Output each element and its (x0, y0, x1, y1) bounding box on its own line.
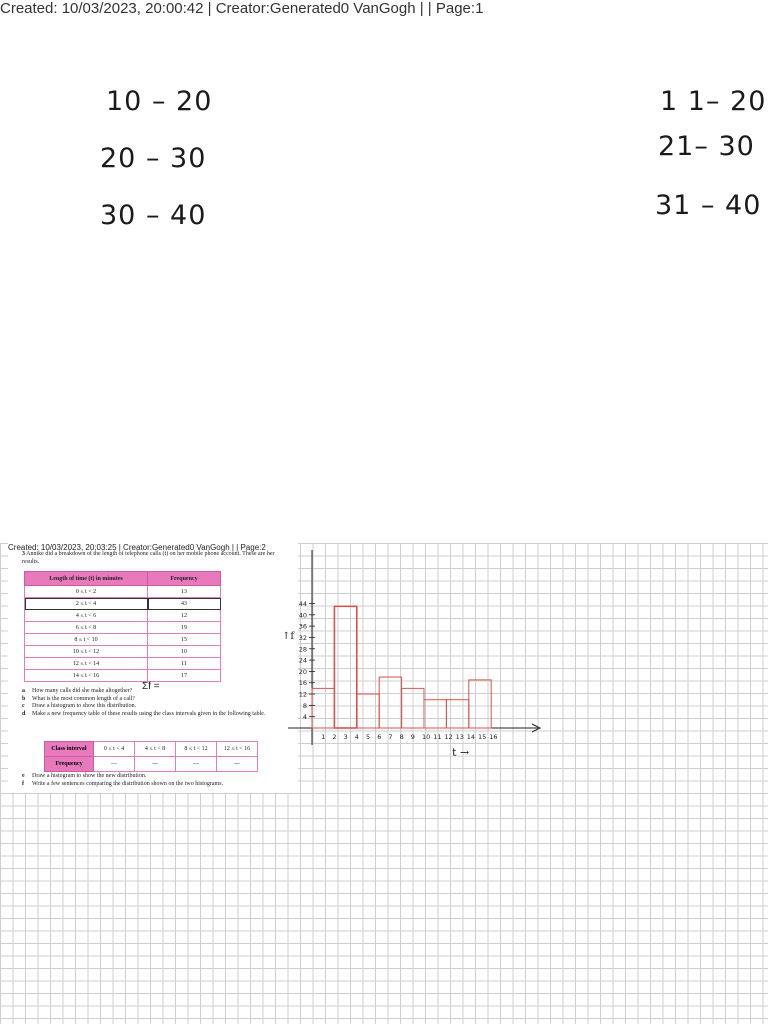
y-tick-label: 36 (298, 622, 307, 631)
col-header-frequency: Frequency (148, 572, 221, 586)
question-item: e Draw a histogram to show the new distribution. (22, 773, 147, 779)
col-header-length: Length of time (t) in minutes (25, 572, 148, 586)
y-tick-label: 12 (298, 690, 307, 699)
x-tick-label: 6 (377, 733, 382, 741)
handwritten-interval-right-3: 31 – 40 (655, 190, 762, 221)
table-row (25, 658, 221, 670)
row-header-frequency: Frequency (45, 757, 94, 772)
table-cell: 10 (148, 646, 221, 658)
chart-axes (288, 550, 540, 745)
question-list-2 (22, 773, 292, 788)
question-item: b What is the most common length of a call? (22, 695, 135, 702)
table-cell: 12 ≤ t < 14 (25, 658, 148, 670)
y-axis-label: ↑f (282, 631, 295, 642)
histogram-bar (424, 700, 446, 728)
y-tick-label: 8 (302, 701, 307, 710)
table-row (45, 742, 258, 757)
table-cell: 19 (148, 622, 221, 634)
table-cell: 14 ≤ t < 16 (25, 670, 148, 682)
snippet-header: Created: 10/03/2023, 20:03:25 | Creator:Generated0 VanGogh | | Page:2 (8, 543, 266, 552)
table-cell: 17 (148, 670, 221, 682)
histogram-bar (312, 688, 334, 728)
histogram-bar (334, 606, 356, 728)
y-tick-label: 28 (298, 645, 307, 654)
table-cell: 15 (148, 634, 221, 646)
x-tick-label: 1 (321, 733, 326, 741)
table-row (25, 670, 221, 682)
x-tick-label: 15 (478, 733, 487, 741)
class-interval-table (44, 741, 258, 772)
x-tick-label: 5 (366, 733, 371, 741)
histogram-bar (379, 677, 401, 728)
x-tick-label: 4 (354, 733, 359, 741)
x-tick-label: 14 (466, 733, 476, 741)
question-item: f Write a few sentences comparing the distribution shown on the two histograms. (22, 780, 224, 787)
table-cell: — (217, 757, 258, 772)
y-tick-label: 16 (298, 679, 307, 688)
sum-frequency-note: Σf = (142, 681, 160, 692)
handwritten-interval-left-2: 20 – 30 (100, 143, 207, 174)
histogram-bar (469, 680, 491, 728)
x-tick-label: 8 (399, 733, 404, 741)
x-tick-label: 2 (332, 733, 337, 741)
page-header: Created: 10/03/2023, 20:00:42 | Creator:Generated0 VanGogh | | Page:1 (0, 0, 484, 17)
question-item: a How many calls did she make altogether? (22, 688, 133, 694)
table-row (25, 586, 221, 598)
x-tick-labels (321, 733, 497, 741)
question-item: d Make a new frequency table of these results using the class intervals given in the following table. (22, 710, 266, 717)
table-cell: — (135, 757, 176, 772)
x-tick-label: 10 (422, 733, 431, 741)
table-row (25, 634, 221, 646)
histogram-bar (402, 688, 424, 728)
frequency-table (24, 571, 221, 682)
y-tick-label: 32 (298, 633, 307, 642)
histogram-chart (280, 545, 550, 765)
table-cell: 0 ≤ t < 4 (94, 742, 135, 757)
table-cell: — (176, 757, 217, 772)
table-cell: 4 ≤ t < 6 (25, 610, 148, 622)
y-tick-label: 4 (302, 713, 307, 722)
table-cell: 43 (148, 598, 221, 610)
table-cell: — (94, 757, 135, 772)
x-tick-label: 16 (489, 733, 498, 741)
row-header-class-interval: Class interval (45, 742, 94, 757)
y-tick-label: 24 (298, 656, 307, 665)
question-number: 3 (22, 551, 25, 557)
handwritten-interval-right-1: 1 1– 20 (660, 86, 767, 117)
table-row (25, 610, 221, 622)
x-tick-label: 11 (433, 733, 442, 741)
y-tick-label: 40 (298, 611, 307, 620)
y-tick-labels (299, 600, 315, 721)
table-cell: 12 (148, 610, 221, 622)
x-axis-label: t → (452, 746, 470, 759)
histogram-bar (446, 700, 468, 728)
y-tick-label: 44 (298, 599, 307, 608)
table-cell: 10 ≤ t < 12 (25, 646, 148, 658)
table-cell: 4 ≤ t < 8 (135, 742, 176, 757)
x-tick-label: 12 (444, 733, 453, 741)
handwritten-interval-left-3: 30 – 40 (100, 200, 207, 231)
question-item: c Draw a histogram to show this distribution. (22, 703, 137, 709)
table-cell: 0 ≤ t < 2 (25, 586, 148, 598)
table-row (25, 622, 221, 634)
chart-bars (312, 606, 491, 728)
x-tick-label: 13 (455, 733, 464, 741)
table-cell: 8 ≤ t < 10 (25, 634, 148, 646)
table-row (25, 598, 221, 610)
table-cell: 13 (148, 586, 221, 598)
table-cell: 11 (148, 658, 221, 670)
textbook-snippet (8, 543, 298, 793)
table-cell: 2 ≤ t < 4 (25, 598, 148, 610)
x-tick-label: 9 (410, 733, 415, 741)
handwritten-interval-right-2: 21– 30 (658, 131, 755, 162)
table-row (45, 757, 258, 772)
table-cell: 6 ≤ t < 8 (25, 622, 148, 634)
x-tick-label: 3 (343, 733, 348, 741)
histogram-bar (357, 694, 379, 728)
question-list (22, 688, 292, 718)
table-cell: 8 ≤ t < 12 (176, 742, 217, 757)
handwritten-interval-left-1: 10 – 20 (106, 86, 213, 117)
x-tick-label: 7 (388, 733, 393, 741)
table-row (25, 646, 221, 658)
question-intro (22, 550, 292, 566)
table-cell: 12 ≤ t < 16 (217, 742, 258, 757)
y-tick-label: 20 (298, 667, 307, 676)
intro-text: Annike did a breakdown of the length of telephone calls (t) on her mobile phone account. These are her results. (22, 551, 275, 565)
